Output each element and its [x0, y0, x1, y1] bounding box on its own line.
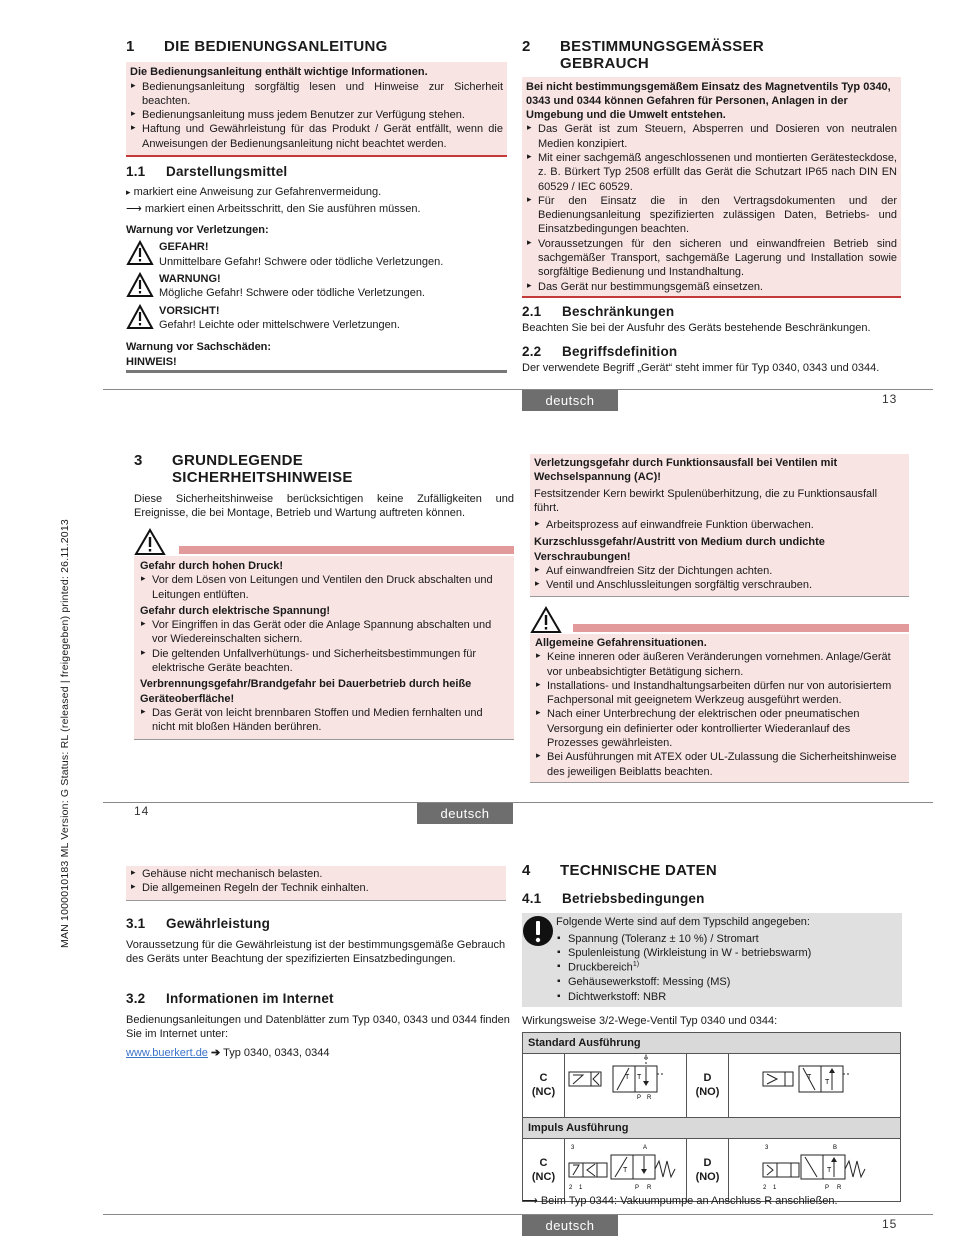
svg-text:1: 1 — [579, 1184, 583, 1191]
list-item: ▸ Das Gerät von leicht brennbaren Stoffen und Medien fernhalten und nicht mit bloßen Händen berühren. — [140, 706, 508, 735]
section-4-heading: 4 TECHNISCHE DATEN — [522, 862, 718, 879]
danger-box-left — [134, 528, 514, 740]
standard-version-header: Standard Ausführung — [523, 1033, 901, 1054]
danger-text: Festsitzender Kern bewirkt Spulenüberhitzung, die zu Funktionsausfall führt. — [534, 487, 878, 514]
list-item — [556, 960, 898, 975]
section-2-2 — [522, 343, 912, 375]
warning-title: VORSICHT! — [159, 304, 220, 317]
danger-box-right-2 — [530, 606, 909, 783]
svg-text:A: A — [643, 1144, 648, 1151]
list-item: ▸ Für den Einsatz die in den Vertragsdokumenten und der Bedienungsanleitung spezifizierten zulässigen Daten, Betriebs- und Einsatzbedingungen beachten. — [526, 194, 897, 237]
svg-text:T: T — [623, 1166, 628, 1174]
section-3-intro: Diese Sicherheitshinweise berücksichtigen keine Zufälligkeiten und Ereignisse, die bei Montage, Betrieb und Wartung auftreten können. — [134, 492, 514, 519]
page-number: 15 — [882, 1217, 898, 1231]
internet-link-line — [126, 1046, 510, 1060]
warning-text: Gefahr! Leichte oder mittelschwere Verletzungen. — [159, 318, 400, 331]
section-2-heading: 2 BESTIMMUNGSGEMÄSSER GEBRAUCH — [522, 38, 765, 73]
section-2-2-text: Der verwendete Begriff „Gerät“ steht immer für Typ 0340, 0343 und 0344. — [522, 361, 880, 374]
language-tab: deutsch — [522, 1215, 618, 1236]
list-item: ▸ Bei Ausführungen mit ATEX oder UL-Zulassung die Sicherheitshinweise des jeweiligen Beiblatts beachten. — [535, 750, 904, 779]
nc-label-cell: C (NC) — [523, 1054, 565, 1117]
svg-text:2: 2 — [763, 1184, 767, 1191]
arrow-icon: ⟶ — [126, 202, 142, 215]
svg-text:3: 3 — [765, 1144, 769, 1151]
symbol-d-no-standard — [729, 1054, 901, 1117]
info-box — [522, 77, 901, 298]
section-2-1-heading: 2.1 Beschränkungen — [522, 304, 675, 319]
document-status-sidebar: MAN 1000010183 ML Version: G Status: RL (released | freigegeben) printed: 26.11.2013 — [59, 519, 71, 948]
symbol-c-nc-impulse — [565, 1138, 687, 1201]
list-item: ▸ Ventil und Anschlussleitungen sorgfältig verschrauben. — [534, 578, 905, 592]
svg-text:T: T — [625, 1074, 630, 1082]
info-box-title: Bei nicht bestimmungsgemäßem Einsatz des Magnetventils Typ 0340, 0343 und 0344 können Gefahren für Personen, Anlagen in der Umgebung und die Umwelt entstehen. — [526, 80, 891, 122]
arrow-right-icon: ➔ — [211, 1047, 221, 1060]
symbol-bullet-line: ▸ markiert eine Anweisung zur Gefahrenvermeidung. — [126, 185, 382, 198]
danger-list — [140, 573, 508, 602]
section-2 — [522, 38, 901, 298]
warning-text: Unmittelbare Gefahr! Schwere oder tödliche Verletzungen. — [159, 255, 444, 268]
info-panel — [522, 913, 902, 1007]
section-3-2-text: Bedienungsanleitungen und Datenblätter zum Typ 0340, 0343 und 0344 finden Sie im Internet unter: — [126, 1013, 510, 1040]
svg-text:2: 2 — [569, 1184, 573, 1191]
danger-heading: Gefahr durch hohen Druck! — [140, 560, 284, 572]
section-3-1-text: Voraussetzung für die Gewährleistung ist der bestimmungsgemäße Gebrauch des Geräts unter Beachtung der spezifizierten Einsatzbedingungen. — [126, 938, 506, 965]
section-3-1 — [126, 915, 506, 966]
danger-box-content — [134, 556, 514, 740]
symbol-arrow-line: ⟶ markiert einen Arbeitsschritt, den Sie ausführen müssen. — [126, 202, 421, 215]
warning-triangle-icon — [530, 606, 562, 634]
svg-text:T: T — [827, 1166, 832, 1174]
warning-item — [126, 304, 507, 333]
impulse-version-header: Impuls Ausführung — [523, 1117, 901, 1138]
section-1-1-heading: 1.1 Darstellungsmittel — [126, 164, 288, 179]
list-item: ▸ Mit einer sachgemäß angeschlossenen und montierten Gerätesteckdose, z. B. Bürkert Typ 2508 erfüllt das Gerät die Schutzart IP65 nach DIN EN 60529 / IEC 60529. — [526, 151, 897, 194]
svg-text:3: 3 — [571, 1144, 575, 1151]
svg-text:P: P — [825, 1184, 830, 1191]
danger-heading: Gefahr durch elektrische Spannung! — [140, 604, 331, 617]
svg-text:T: T — [825, 1079, 830, 1087]
list-item: ▸ Nach einer Unterbrechung der elektrischen oder pneumatischen Versorgung ein definierter oder kontrollierter Wiederanlauf des Prozesses gewährleisten. — [535, 707, 904, 750]
warning-title: GEFAHR! — [159, 241, 209, 254]
nc-label-cell: C (NC) — [523, 1138, 565, 1201]
danger-list — [140, 706, 508, 735]
danger-list — [534, 564, 905, 593]
section-1-1 — [126, 163, 507, 373]
hint-label: HINWEIS! — [126, 355, 507, 373]
mode-of-operation-text: Wirkungsweise 3/2-Wege-Ventil Typ 0340 und 0344: — [522, 1014, 778, 1027]
list-item: ▪ Dichtwerkstoff: NBR — [556, 990, 898, 1004]
list-item: ▸ Das Gerät nur bestimmungsgemäß einsetzen. — [526, 280, 897, 294]
list-item-text: Druckbereich — [568, 962, 633, 975]
warning-bar — [573, 624, 909, 632]
danger-list — [140, 618, 508, 675]
warning-triangle-icon — [134, 528, 166, 556]
warning-list — [126, 240, 507, 332]
list-item: ▸ Bedienungsanleitung sorgfältig lesen und Hinweise zur Sicherheit beachten. — [130, 80, 503, 109]
buerkert-link[interactable]: www.buerkert.de — [126, 1047, 208, 1060]
warning-item — [126, 272, 507, 301]
svg-text:A: A — [644, 1055, 649, 1062]
warning-triangle-icon — [126, 304, 154, 330]
no-label-cell: D (NO) — [687, 1054, 729, 1117]
list-item: ▸ Installations- und Instandhaltungsarbeiten dürfen nur von autorisiertem Fachpersonal mit geeignetem Werkzeug ausgeführt werden. — [535, 679, 904, 708]
svg-text:T: T — [807, 1074, 812, 1082]
svg-text:P: P — [635, 1184, 640, 1191]
danger-heading: Kurzschlussgefahr/Austritt von Medium durch undichte Verschraubungen! — [534, 536, 825, 563]
info-box-title: Die Bedienungsanleitung enthält wichtige Informationen. — [130, 66, 428, 79]
info-box-list — [130, 80, 503, 151]
info-panel-list — [556, 932, 898, 1004]
notice-box — [126, 866, 506, 901]
section-4-1 — [522, 890, 902, 1028]
warning-bar — [179, 546, 514, 554]
info-panel-heading: Folgende Werte sind auf dem Typschild angegeben: — [556, 915, 810, 928]
list-item: ▸ Vor Eingriffen in das Gerät oder die Anlage Spannung abschalten und vor Wiedereinschalten sichern. — [140, 618, 508, 647]
language-tab: deutsch — [522, 390, 618, 411]
footnote-mark: 1) — [632, 961, 640, 969]
svg-text:R: R — [647, 1095, 652, 1102]
section-3-heading: 3 GRUNDLEGENDE SICHERHEITSHINWEISE — [134, 452, 353, 487]
list-item: ▸ Voraussetzungen für den sicheren und einwandfreien Betrieb sind sachgemäßer Transport, sachgemäße Lagerung und Installation sowie sorgfältige Bedienung und Instandhaltung. — [526, 237, 897, 280]
list-item: ▪ Spulenleistung (Wirkleistung in W - betriebswarm) — [556, 946, 898, 960]
danger-heading: Verletzungsgefahr durch Funktionsausfall bei Ventilen mit Wechselspannung (AC)! — [534, 457, 838, 484]
list-item: ▸ Arbeitsprozess auf einwandfreie Funktion überwachen. — [534, 518, 905, 532]
page-divider — [103, 1214, 933, 1215]
no-label-cell: D (NO) — [687, 1138, 729, 1201]
damage-warning-heading: Warnung vor Sachschäden: — [126, 341, 272, 354]
list-item: ▸ Die geltenden Unfallverhütungs- und Sicherheitsbestimmungen für elektrische Geräte beachten. — [140, 647, 508, 676]
link-target-text: Typ 0340, 0343, 0344 — [223, 1047, 330, 1060]
warning-triangle-icon — [126, 240, 154, 266]
page-number: 14 — [134, 804, 150, 818]
svg-text:R: R — [647, 1184, 652, 1191]
svg-text:T: T — [637, 1074, 642, 1082]
info-exclamation-icon — [522, 915, 554, 947]
section-3-2 — [126, 990, 510, 1060]
section-2-2-heading: 2.2 Begriffsdefinition — [522, 344, 678, 359]
valve-function-table — [522, 1032, 901, 1202]
danger-list — [534, 518, 905, 532]
arrow-icon: ⟶ — [522, 1195, 538, 1207]
section-3-1-heading: 3.1 Gewährleistung — [126, 916, 271, 931]
section-2-1 — [522, 303, 912, 335]
danger-list — [535, 650, 904, 779]
list-item: ▪ Gehäusewerkstoff: Messing (MS) — [556, 975, 898, 989]
symbol-c-nc-standard — [565, 1054, 687, 1117]
warning-item — [126, 240, 507, 269]
list-item: ▸ Die allgemeinen Regeln der Technik einhalten. — [130, 881, 502, 895]
info-box — [126, 62, 507, 157]
section-3 — [134, 452, 514, 520]
section-1 — [126, 38, 507, 157]
list-item: ▸ Auf einwandfreien Sitz der Dichtungen achten. — [534, 564, 905, 578]
section-1-heading: 1 DIE BEDIENUNGSANLEITUNG — [126, 38, 388, 55]
list-item: ▸ Keine inneren oder äußeren Veränderungen vornehmen. Anlage/Gerät vor unbeabsichtigter Betätigung sichern. — [535, 650, 904, 679]
warning-text: Mögliche Gefahr! Schwere oder tödliche Verletzungen. — [159, 287, 425, 300]
danger-heading: Verbrennungsgefahr/Brandgefahr bei Dauerbetrieb durch heiße Geräteoberfläche! — [140, 678, 472, 705]
notice-list — [130, 867, 502, 896]
list-item: ▸ Gehäuse nicht mechanisch belasten. — [130, 867, 502, 881]
svg-text:B: B — [833, 1144, 838, 1151]
warning-triangle-icon — [126, 272, 154, 298]
list-item: ▸ Haftung und Gewährleistung für das Produkt / Gerät entfällt, wenn die Anweisungen der Bedienungsanleitung nicht beachtet werden. — [130, 122, 503, 151]
svg-text:P: P — [637, 1095, 642, 1102]
section-2-1-text: Beachten Sie bei der Ausfuhr des Geräts bestehende Beschränkungen. — [522, 321, 871, 334]
svg-text:R: R — [837, 1184, 842, 1191]
danger-heading: Allgemeine Gefahrensituationen. — [535, 637, 707, 649]
injury-warning-heading: Warnung vor Verletzungen: — [126, 224, 269, 237]
section-3-2-heading: 3.2 Informationen im Internet — [126, 991, 334, 1006]
vacuum-note: ⟶ Beim Typ 0344: Vakuumpumpe an Anschluss R anschließen. — [522, 1195, 838, 1207]
list-item: ▪ Spannung (Toleranz ± 10 %) / Stromart — [556, 932, 898, 946]
danger-box-right-1 — [530, 454, 909, 597]
info-box-list — [526, 122, 897, 294]
page-divider — [103, 802, 933, 803]
list-item: ▸ Bedienungsanleitung muss jedem Benutzer zur Verfügung stehen. — [130, 108, 503, 122]
danger-box-content — [530, 634, 909, 783]
warning-title: WARNUNG! — [159, 273, 221, 286]
svg-text:1: 1 — [773, 1184, 777, 1191]
section-4 — [522, 862, 902, 879]
section-4-1-heading: 4.1 Betriebsbedingungen — [522, 891, 705, 906]
language-tab: deutsch — [417, 803, 513, 824]
list-item: ▸ Das Gerät ist zum Steuern, Absperren und Dosieren von neutralen Medien konzipiert. — [526, 122, 897, 151]
list-item: ▸ Vor dem Lösen von Leitungen und Ventilen den Druck abschalten und Leitungen entlüften. — [140, 573, 508, 602]
symbol-d-no-impulse — [729, 1138, 901, 1201]
page-number: 13 — [882, 392, 898, 406]
page-divider — [103, 389, 933, 390]
